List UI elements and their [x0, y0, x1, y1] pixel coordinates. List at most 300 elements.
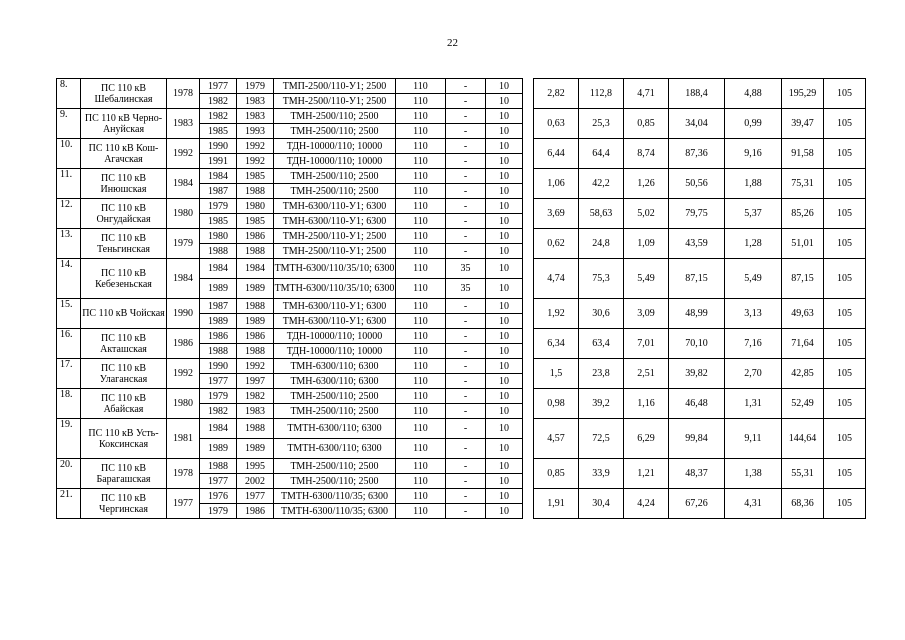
load-2019-mva-cell: 4,57: [534, 419, 579, 459]
load-forecast-mva-cell: 1,16: [624, 389, 669, 419]
lv-voltage-cell: 10: [486, 94, 523, 109]
transformer-type-cell: ТМН-2500/110; 2500: [274, 474, 396, 489]
load-2019-mva-cell: 6,34: [534, 329, 579, 359]
column-gap: [523, 259, 534, 299]
load-2019-pct-cell: 58,63: [579, 199, 624, 229]
column-gap: [523, 359, 534, 389]
transformer-type-cell: ТМН-2500/110-У1; 2500: [274, 244, 396, 259]
load-forecast-mva-cell: 6,29: [624, 419, 669, 459]
load-max-mva-cell: 9,16: [725, 139, 782, 169]
hv-voltage-cell: 110: [396, 279, 446, 299]
commission-year-cell: 1990: [200, 139, 237, 154]
allowed-load-pct-cell: 105: [824, 109, 866, 139]
mv-voltage-cell: -: [446, 344, 486, 359]
hv-voltage-cell: 110: [396, 94, 446, 109]
lv-voltage-cell: 10: [486, 344, 523, 359]
commission-year-cell: 1984: [200, 419, 237, 439]
manufacture-year-cell: 1995: [237, 459, 274, 474]
manufacture-year-cell: 1989: [237, 279, 274, 299]
transformer-type-cell: ТМН-6300/110-У1; 6300: [274, 314, 396, 329]
mv-voltage-cell: -: [446, 419, 486, 439]
commission-year-cell: 1977: [200, 474, 237, 489]
mv-voltage-cell: -: [446, 299, 486, 314]
commission-year-cell: 1977: [200, 79, 237, 94]
substation-name-cell: ПС 110 кВ Шебалинская: [81, 79, 167, 109]
mv-voltage-cell: -: [446, 139, 486, 154]
commission-year-cell: 1989: [200, 279, 237, 299]
allowed-load-pct-cell: 105: [824, 459, 866, 489]
load-max-mva-cell: 7,16: [725, 329, 782, 359]
table-row: [57, 169, 866, 184]
load-max-mva-cell: 2,70: [725, 359, 782, 389]
allowed-load-pct-cell: 105: [824, 419, 866, 459]
commission-year-cell: 1979: [200, 199, 237, 214]
hv-voltage-cell: 110: [396, 244, 446, 259]
lv-voltage-cell: 10: [486, 314, 523, 329]
lv-voltage-cell: 10: [486, 459, 523, 474]
load-2019-pct-cell: 33,9: [579, 459, 624, 489]
lv-voltage-cell: 10: [486, 124, 523, 139]
load-max-mva-cell: 1,38: [725, 459, 782, 489]
load-2019-mva-cell: 6,44: [534, 139, 579, 169]
build-year-cell: 1978: [167, 79, 200, 109]
row-number-cell: 21.: [57, 489, 81, 519]
manufacture-year-cell: 1986: [237, 504, 274, 519]
load-2019-pct-cell: 63,4: [579, 329, 624, 359]
substation-name-cell: ПС 110 кВ Барагашская: [81, 459, 167, 489]
build-year-cell: 1977: [167, 489, 200, 519]
lv-voltage-cell: 10: [486, 154, 523, 169]
mv-voltage-cell: 35: [446, 259, 486, 279]
load-2019-pct-cell: 75,3: [579, 259, 624, 299]
load-max-mva-cell: 1,88: [725, 169, 782, 199]
column-gap: [523, 389, 534, 419]
load-2019-mva-cell: 0,62: [534, 229, 579, 259]
mv-voltage-cell: -: [446, 229, 486, 244]
substation-name-cell: ПС 110 кВ Теньгинская: [81, 229, 167, 259]
load-2019-pct-cell: 64,4: [579, 139, 624, 169]
load-2019-pct-cell: 23,8: [579, 359, 624, 389]
table-row: [57, 139, 866, 154]
column-gap: [523, 329, 534, 359]
load-forecast-pct-cell: 87,15: [669, 259, 725, 299]
load-max-pct-cell: 91,58: [782, 139, 824, 169]
load-2019-pct-cell: 30,4: [579, 489, 624, 519]
manufacture-year-cell: 1983: [237, 94, 274, 109]
load-2019-mva-cell: 3,69: [534, 199, 579, 229]
hv-voltage-cell: 110: [396, 199, 446, 214]
hv-voltage-cell: 110: [396, 169, 446, 184]
column-gap: [523, 489, 534, 519]
commission-year-cell: 1990: [200, 359, 237, 374]
transformer-type-cell: ТМТН-6300/110/35; 6300: [274, 504, 396, 519]
transformer-type-cell: ТМН-6300/110-У1; 6300: [274, 214, 396, 229]
load-max-pct-cell: 42,85: [782, 359, 824, 389]
manufacture-year-cell: 1985: [237, 169, 274, 184]
load-forecast-pct-cell: 46,48: [669, 389, 725, 419]
table-row: [57, 489, 866, 504]
load-max-pct-cell: 68,36: [782, 489, 824, 519]
commission-year-cell: 1985: [200, 124, 237, 139]
commission-year-cell: 1985: [200, 214, 237, 229]
load-forecast-mva-cell: 5,02: [624, 199, 669, 229]
table-row: [57, 389, 866, 404]
commission-year-cell: 1976: [200, 489, 237, 504]
transformer-type-cell: ТМП-2500/110-У1; 2500: [274, 79, 396, 94]
hv-voltage-cell: 110: [396, 299, 446, 314]
build-year-cell: 1981: [167, 419, 200, 459]
transformer-type-cell: ТМН-6300/110-У1; 6300: [274, 299, 396, 314]
mv-voltage-cell: -: [446, 459, 486, 474]
manufacture-year-cell: 1977: [237, 489, 274, 504]
lv-voltage-cell: 10: [486, 109, 523, 124]
transformer-type-cell: ТДН-10000/110; 10000: [274, 329, 396, 344]
hv-voltage-cell: 110: [396, 344, 446, 359]
page-number: 22: [447, 37, 458, 49]
lv-voltage-cell: 10: [486, 244, 523, 259]
mv-voltage-cell: -: [446, 79, 486, 94]
hv-voltage-cell: 110: [396, 419, 446, 439]
row-number-cell: 15.: [57, 299, 81, 329]
lv-voltage-cell: 10: [486, 504, 523, 519]
mv-voltage-cell: -: [446, 214, 486, 229]
transformer-type-cell: ТМТН-6300/110/35/10; 6300: [274, 259, 396, 279]
table-row: [57, 109, 866, 124]
lv-voltage-cell: 10: [486, 199, 523, 214]
load-2019-pct-cell: 72,5: [579, 419, 624, 459]
load-forecast-mva-cell: 5,49: [624, 259, 669, 299]
commission-year-cell: 1979: [200, 389, 237, 404]
load-max-pct-cell: 75,31: [782, 169, 824, 199]
load-2019-mva-cell: 1,92: [534, 299, 579, 329]
mv-voltage-cell: -: [446, 154, 486, 169]
load-forecast-mva-cell: 4,24: [624, 489, 669, 519]
mv-voltage-cell: -: [446, 474, 486, 489]
build-year-cell: 1984: [167, 259, 200, 299]
commission-year-cell: 1988: [200, 244, 237, 259]
load-2019-mva-cell: 1,06: [534, 169, 579, 199]
hv-voltage-cell: 110: [396, 139, 446, 154]
table-row: [57, 459, 866, 474]
load-2019-mva-cell: 4,74: [534, 259, 579, 299]
mv-voltage-cell: -: [446, 439, 486, 459]
substation-name-cell: ПС 110 кВ Чойская: [81, 299, 167, 329]
commission-year-cell: 1987: [200, 184, 237, 199]
table-row: [57, 229, 866, 244]
load-max-mva-cell: 4,31: [725, 489, 782, 519]
load-max-pct-cell: 55,31: [782, 459, 824, 489]
load-forecast-mva-cell: 1,21: [624, 459, 669, 489]
commission-year-cell: 1987: [200, 299, 237, 314]
load-max-mva-cell: 3,13: [725, 299, 782, 329]
hv-voltage-cell: 110: [396, 124, 446, 139]
row-number-cell: 13.: [57, 229, 81, 259]
manufacture-year-cell: 1983: [237, 404, 274, 419]
table-row: [57, 199, 866, 214]
hv-voltage-cell: 110: [396, 359, 446, 374]
allowed-load-pct-cell: 105: [824, 329, 866, 359]
build-year-cell: 1984: [167, 169, 200, 199]
column-gap: [523, 139, 534, 169]
load-forecast-mva-cell: 1,26: [624, 169, 669, 199]
load-forecast-pct-cell: 99,84: [669, 419, 725, 459]
mv-voltage-cell: -: [446, 184, 486, 199]
manufacture-year-cell: 1993: [237, 124, 274, 139]
manufacture-year-cell: 1988: [237, 184, 274, 199]
lv-voltage-cell: 10: [486, 139, 523, 154]
substation-table: [56, 78, 866, 519]
load-forecast-mva-cell: 0,85: [624, 109, 669, 139]
lv-voltage-cell: 10: [486, 184, 523, 199]
allowed-load-pct-cell: 105: [824, 79, 866, 109]
manufacture-year-cell: 2002: [237, 474, 274, 489]
manufacture-year-cell: 1988: [237, 419, 274, 439]
commission-year-cell: 1988: [200, 344, 237, 359]
hv-voltage-cell: 110: [396, 389, 446, 404]
transformer-type-cell: ТМН-2500/110; 2500: [274, 389, 396, 404]
transformer-type-cell: ТМН-6300/110-У1; 6300: [274, 199, 396, 214]
column-gap: [523, 419, 534, 459]
load-max-pct-cell: 85,26: [782, 199, 824, 229]
build-year-cell: 1990: [167, 299, 200, 329]
substation-name-cell: ПС 110 кВ Чергинская: [81, 489, 167, 519]
substation-name-cell: ПС 110 кВ Черно-Ануйская: [81, 109, 167, 139]
hv-voltage-cell: 110: [396, 229, 446, 244]
row-number-cell: 9.: [57, 109, 81, 139]
build-year-cell: 1979: [167, 229, 200, 259]
transformer-type-cell: ТМН-2500/110; 2500: [274, 169, 396, 184]
load-2019-mva-cell: 0,98: [534, 389, 579, 419]
load-2019-mva-cell: 0,63: [534, 109, 579, 139]
lv-voltage-cell: 10: [486, 279, 523, 299]
manufacture-year-cell: 1984: [237, 259, 274, 279]
column-gap: [523, 229, 534, 259]
manufacture-year-cell: 1992: [237, 359, 274, 374]
commission-year-cell: 1989: [200, 439, 237, 459]
manufacture-year-cell: 1986: [237, 329, 274, 344]
allowed-load-pct-cell: 105: [824, 199, 866, 229]
load-forecast-pct-cell: 188,4: [669, 79, 725, 109]
build-year-cell: 1992: [167, 359, 200, 389]
load-max-pct-cell: 52,49: [782, 389, 824, 419]
transformer-type-cell: ТДН-10000/110; 10000: [274, 139, 396, 154]
transformer-type-cell: ТМН-6300/110; 6300: [274, 374, 396, 389]
commission-year-cell: 1988: [200, 459, 237, 474]
lv-voltage-cell: 10: [486, 474, 523, 489]
manufacture-year-cell: 1988: [237, 344, 274, 359]
substation-name-cell: ПС 110 кВ Улаганская: [81, 359, 167, 389]
allowed-load-pct-cell: 105: [824, 299, 866, 329]
load-forecast-mva-cell: 4,71: [624, 79, 669, 109]
transformer-type-cell: ТМН-2500/110; 2500: [274, 184, 396, 199]
commission-year-cell: 1979: [200, 504, 237, 519]
table-row: [57, 259, 866, 279]
mv-voltage-cell: 35: [446, 279, 486, 299]
manufacture-year-cell: 1979: [237, 79, 274, 94]
transformer-type-cell: ТМТН-6300/110/35; 6300: [274, 489, 396, 504]
row-number-cell: 10.: [57, 139, 81, 169]
load-2019-pct-cell: 24,8: [579, 229, 624, 259]
load-2019-pct-cell: 25,3: [579, 109, 624, 139]
lv-voltage-cell: 10: [486, 404, 523, 419]
load-max-mva-cell: 5,49: [725, 259, 782, 299]
commission-year-cell: 1980: [200, 229, 237, 244]
transformer-type-cell: ТМТН-6300/110; 6300: [274, 419, 396, 439]
load-forecast-mva-cell: 1,09: [624, 229, 669, 259]
load-max-mva-cell: 4,88: [725, 79, 782, 109]
table-row: [57, 79, 866, 94]
manufacture-year-cell: 1992: [237, 139, 274, 154]
build-year-cell: 1980: [167, 389, 200, 419]
lv-voltage-cell: 10: [486, 439, 523, 459]
substation-name-cell: ПС 110 кВ Инюшская: [81, 169, 167, 199]
column-gap: [523, 169, 534, 199]
manufacture-year-cell: 1997: [237, 374, 274, 389]
column-gap: [523, 299, 534, 329]
manufacture-year-cell: 1989: [237, 439, 274, 459]
mv-voltage-cell: -: [446, 199, 486, 214]
transformer-type-cell: ТМН-2500/110; 2500: [274, 459, 396, 474]
mv-voltage-cell: -: [446, 124, 486, 139]
load-max-pct-cell: 39,47: [782, 109, 824, 139]
build-year-cell: 1986: [167, 329, 200, 359]
table-row: [57, 419, 866, 439]
row-number-cell: 14.: [57, 259, 81, 299]
hv-voltage-cell: 110: [396, 79, 446, 94]
allowed-load-pct-cell: 105: [824, 389, 866, 419]
manufacture-year-cell: 1986: [237, 229, 274, 244]
table-row: [57, 329, 866, 344]
manufacture-year-cell: 1988: [237, 244, 274, 259]
load-forecast-mva-cell: 8,74: [624, 139, 669, 169]
load-forecast-pct-cell: 67,26: [669, 489, 725, 519]
load-max-mva-cell: 9,11: [725, 419, 782, 459]
hv-voltage-cell: 110: [396, 374, 446, 389]
load-forecast-pct-cell: 43,59: [669, 229, 725, 259]
manufacture-year-cell: 1985: [237, 214, 274, 229]
commission-year-cell: 1977: [200, 374, 237, 389]
lv-voltage-cell: 10: [486, 389, 523, 404]
lv-voltage-cell: 10: [486, 419, 523, 439]
table-row: [57, 359, 866, 374]
load-2019-pct-cell: 112,8: [579, 79, 624, 109]
column-gap: [523, 109, 534, 139]
substation-name-cell: ПС 110 кВ Кош-Агачская: [81, 139, 167, 169]
row-number-cell: 20.: [57, 459, 81, 489]
manufacture-year-cell: 1988: [237, 299, 274, 314]
lv-voltage-cell: 10: [486, 79, 523, 94]
load-2019-mva-cell: 1,91: [534, 489, 579, 519]
commission-year-cell: 1982: [200, 109, 237, 124]
transformer-type-cell: ТМН-2500/110-У1; 2500: [274, 229, 396, 244]
mv-voltage-cell: -: [446, 359, 486, 374]
manufacture-year-cell: 1980: [237, 199, 274, 214]
row-number-cell: 12.: [57, 199, 81, 229]
allowed-load-pct-cell: 105: [824, 259, 866, 299]
mv-voltage-cell: -: [446, 504, 486, 519]
load-forecast-pct-cell: 87,36: [669, 139, 725, 169]
load-2019-pct-cell: 30,6: [579, 299, 624, 329]
commission-year-cell: 1984: [200, 169, 237, 184]
load-max-pct-cell: 51,01: [782, 229, 824, 259]
load-forecast-pct-cell: 34,04: [669, 109, 725, 139]
mv-voltage-cell: -: [446, 244, 486, 259]
mv-voltage-cell: -: [446, 314, 486, 329]
build-year-cell: 1980: [167, 199, 200, 229]
hv-voltage-cell: 110: [396, 504, 446, 519]
row-number-cell: 18.: [57, 389, 81, 419]
commission-year-cell: 1991: [200, 154, 237, 169]
lv-voltage-cell: 10: [486, 229, 523, 244]
hv-voltage-cell: 110: [396, 474, 446, 489]
mv-voltage-cell: -: [446, 374, 486, 389]
load-max-pct-cell: 195,29: [782, 79, 824, 109]
load-forecast-pct-cell: 48,99: [669, 299, 725, 329]
manufacture-year-cell: 1982: [237, 389, 274, 404]
load-max-mva-cell: 5,37: [725, 199, 782, 229]
load-forecast-mva-cell: 7,01: [624, 329, 669, 359]
load-2019-pct-cell: 42,2: [579, 169, 624, 199]
load-max-mva-cell: 1,31: [725, 389, 782, 419]
commission-year-cell: 1989: [200, 314, 237, 329]
mv-voltage-cell: -: [446, 489, 486, 504]
transformer-type-cell: ТМН-2500/110; 2500: [274, 109, 396, 124]
lv-voltage-cell: 10: [486, 259, 523, 279]
manufacture-year-cell: 1989: [237, 314, 274, 329]
table-row: [57, 299, 866, 314]
hv-voltage-cell: 110: [396, 329, 446, 344]
hv-voltage-cell: 110: [396, 404, 446, 419]
hv-voltage-cell: 110: [396, 459, 446, 474]
transformer-type-cell: ТМТН-6300/110/35/10; 6300: [274, 279, 396, 299]
commission-year-cell: 1986: [200, 329, 237, 344]
load-forecast-pct-cell: 79,75: [669, 199, 725, 229]
allowed-load-pct-cell: 105: [824, 139, 866, 169]
load-max-mva-cell: 1,28: [725, 229, 782, 259]
lv-voltage-cell: 10: [486, 299, 523, 314]
mv-voltage-cell: -: [446, 94, 486, 109]
hv-voltage-cell: 110: [396, 439, 446, 459]
substation-name-cell: ПС 110 кВ Акташская: [81, 329, 167, 359]
load-max-pct-cell: 49,63: [782, 299, 824, 329]
load-forecast-mva-cell: 2,51: [624, 359, 669, 389]
lv-voltage-cell: 10: [486, 214, 523, 229]
lv-voltage-cell: 10: [486, 169, 523, 184]
load-forecast-mva-cell: 3,09: [624, 299, 669, 329]
lv-voltage-cell: 10: [486, 359, 523, 374]
lv-voltage-cell: 10: [486, 374, 523, 389]
hv-voltage-cell: 110: [396, 259, 446, 279]
mv-voltage-cell: -: [446, 404, 486, 419]
substation-name-cell: ПС 110 кВ Онгудайская: [81, 199, 167, 229]
mv-voltage-cell: -: [446, 329, 486, 344]
mv-voltage-cell: -: [446, 169, 486, 184]
hv-voltage-cell: 110: [396, 314, 446, 329]
manufacture-year-cell: 1983: [237, 109, 274, 124]
row-number-cell: 11.: [57, 169, 81, 199]
row-number-cell: 8.: [57, 79, 81, 109]
mv-voltage-cell: -: [446, 109, 486, 124]
substation-name-cell: ПС 110 кВ Кебезеньская: [81, 259, 167, 299]
column-gap: [523, 459, 534, 489]
transformer-type-cell: ТМТН-6300/110; 6300: [274, 439, 396, 459]
hv-voltage-cell: 110: [396, 154, 446, 169]
row-number-cell: 17.: [57, 359, 81, 389]
hv-voltage-cell: 110: [396, 489, 446, 504]
column-gap: [523, 79, 534, 109]
hv-voltage-cell: 110: [396, 109, 446, 124]
load-2019-mva-cell: 0,85: [534, 459, 579, 489]
